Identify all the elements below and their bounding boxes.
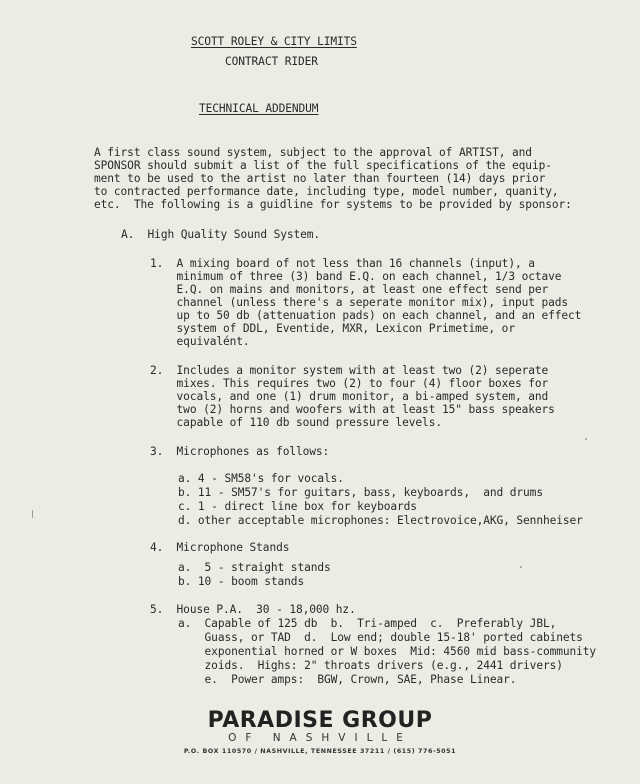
list-item: zoids. Highs: 2" throats drivers (e.g., 2441 drivers) (178, 659, 563, 672)
list-item: b. 11 - SM57's for guitars, bass, keyboards, and drums (178, 486, 543, 499)
paradise-group-logo: PARADISE GROUP (207, 708, 433, 733)
item-line: system of DDL, Eventide, MXR, Lexicon Primetime, or (150, 322, 515, 335)
item-line: mixes. This requires two (2) to four (4) floor boxes for (150, 377, 549, 390)
list-item: b. 10 - boom stands (178, 575, 305, 588)
list-item: exponential horned or W boxes Mid: 4560 mid bass-community (178, 645, 597, 658)
item-line: channel (unless there's a seperate monitor mix), input pads (150, 296, 569, 309)
item-line: E.Q. on mains and monitors, at least one effect send per (150, 283, 549, 296)
intro-line: A first class sound system, subject to the approval of ARTIST, and (94, 146, 532, 159)
item-line: 2. Includes a monitor system with at least two (2) seperate (150, 364, 549, 377)
intro-line: to contracted performance date, including type, model number, quanity, (94, 185, 559, 198)
scan-speck (585, 438, 587, 440)
list-item: Guass, or TAD d. Low end; double 15-18' ported cabinets (178, 631, 583, 644)
header-document-type: CONTRACT RIDER (225, 55, 318, 68)
footer-address: P.O. BOX 110570 / NASHVILLE, TENNESSEE 37211 / (615) 776-5051 (183, 748, 457, 755)
item-title: 5. House P.A. 30 - 18,000 hz. (150, 603, 356, 616)
item-line: vocals, and one (1) drum monitor, a bi-amped system, and (150, 390, 549, 403)
item-title: 4. Microphone Stands (150, 541, 290, 554)
list-item: a. 4 - SM58's for vocals. (178, 472, 344, 485)
header-band-name: SCOTT ROLEY & CITY LIMITS (191, 35, 357, 48)
item-line: minimum of three (3) band E.Q. on each channel, 1/3 octave (150, 270, 562, 283)
item-line: two (2) horns and woofers with at least 15" bass speakers (150, 403, 555, 416)
intro-line: ment to be used to the artist no later than fourteen (14) days prior (94, 172, 546, 185)
intro-line: SPONSOR should submit a list of the full specifications of the equip- (94, 159, 552, 172)
logo-subtitle: OF NASHVILLE (228, 732, 412, 744)
item-line: up to 50 db (attenuation pads) on each channel, and an effect (150, 309, 582, 322)
item-title: 3. Microphones as follows: (150, 445, 330, 458)
list-item: d. other acceptable microphones: Electrovoice,AKG, Sennheiser (178, 514, 583, 527)
list-item: c. 1 - direct line box for keyboards (178, 500, 417, 513)
scan-speck (520, 566, 522, 568)
section-a-heading: A. High Quality Sound System. (121, 228, 321, 241)
list-item: a. 5 - straight stands (178, 561, 331, 574)
intro-line: etc. The following is a guidline for systems to be provided by sponsor: (94, 198, 572, 211)
list-item: a. Capable of 125 db b. Tri-amped c. Preferably JBL, (178, 617, 557, 630)
item-line: 1. A mixing board of not less than 16 channels (input), a (150, 257, 535, 270)
item-line: equivalént. (150, 335, 250, 348)
item-line: capable of 110 db sound pressure levels. (150, 416, 442, 429)
scan-mark (32, 510, 33, 518)
list-item: e. Power amps: BGW, Crown, SAE, Phase Linear. (178, 673, 517, 686)
section-title: TECHNICAL ADDENDUM (199, 102, 319, 115)
